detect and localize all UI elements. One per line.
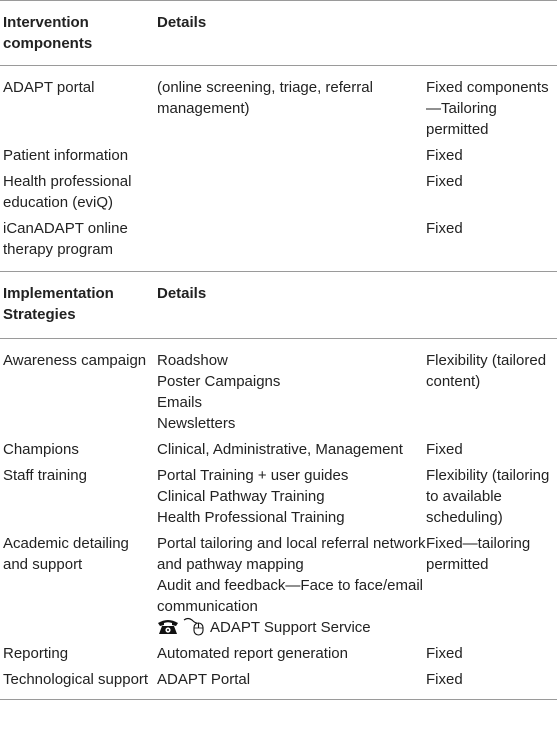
header-empty [426,272,557,339]
row-flexibility: Fixed components—Tailoring permitted [426,79,549,138]
table-row [0,66,557,146]
header-implementation-strategies: Implementation Strategies [0,272,157,339]
computer-mouse-icon [183,617,205,636]
detail-line: Portal Training + user guides [157,467,349,484]
support-service-line [157,617,426,638]
row-details [157,66,426,146]
detail-line: Clinical Pathway Training [157,488,325,505]
table-row [0,218,557,272]
row-label: Health professional education (eviQ) [3,173,132,211]
detail-line: (online screening, triage, referral management) [157,79,373,117]
row-flexibility: Fixed [426,441,463,458]
detail-line: Emails [157,394,203,411]
header-details: Details [157,1,426,66]
row-label: ADAPT portal [3,79,95,96]
row-details [157,533,426,643]
row-flexibility: Fixed [426,147,463,164]
row-details [157,339,426,440]
support-service-label: ADAPT Support Service [210,619,371,636]
telephone-icon [157,618,179,635]
row-details [157,439,426,465]
detail-line: ADAPT Portal [157,671,251,688]
table-row [0,465,557,533]
detail-line: Automated report generation [157,645,348,662]
contact-icons [157,617,205,636]
detail-line: Health Professional Training [157,509,345,526]
row-label: Awareness campaign [3,352,147,369]
table-row [0,339,557,440]
table-row [0,439,557,465]
row-flexibility: Fixed [426,173,463,190]
detail-line: Newsletters [157,415,236,432]
row-label: iCanADAPT online therapy program [3,220,128,258]
section2-header-row [0,272,557,339]
row-label: Technological support [0,669,157,700]
row-details [157,465,426,533]
row-details [157,218,426,272]
table-row [0,145,557,171]
header-intervention-components: Intervention components [0,1,157,66]
row-flexibility: Fixed [426,669,557,700]
section1-header-row [0,1,557,66]
table-row [0,643,557,669]
row-details [157,669,426,700]
table-row [0,669,557,700]
row-details [157,643,426,669]
detail-line: Clinical, Administrative, Management [157,441,403,458]
detail-line: Audit and feedback—Face to face/email communication [157,577,423,615]
row-label: Champions [3,441,79,458]
row-flexibility: Fixed [426,645,463,662]
row-flexibility: Flexibility (tailoring to available scheduling) [426,467,550,526]
row-flexibility: Flexibility (tailored content) [426,352,547,390]
row-flexibility: Fixed—tailoring permitted [426,535,531,573]
row-details [157,171,426,218]
detail-line: Poster Campaigns [157,373,281,390]
row-details [157,145,426,171]
row-label: Reporting [3,645,69,662]
row-label: Patient information [3,147,129,164]
header-empty [426,1,557,66]
table-row [0,171,557,218]
row-flexibility: Fixed [426,220,463,237]
row-label: Academic detailing and support [3,535,129,573]
detail-line: Portal tailoring and local referral network and pathway mapping [157,535,426,573]
header-details: Details [157,272,426,339]
table-row [0,533,557,643]
detail-line: Roadshow [157,352,228,369]
row-label: Staff training [3,467,87,484]
